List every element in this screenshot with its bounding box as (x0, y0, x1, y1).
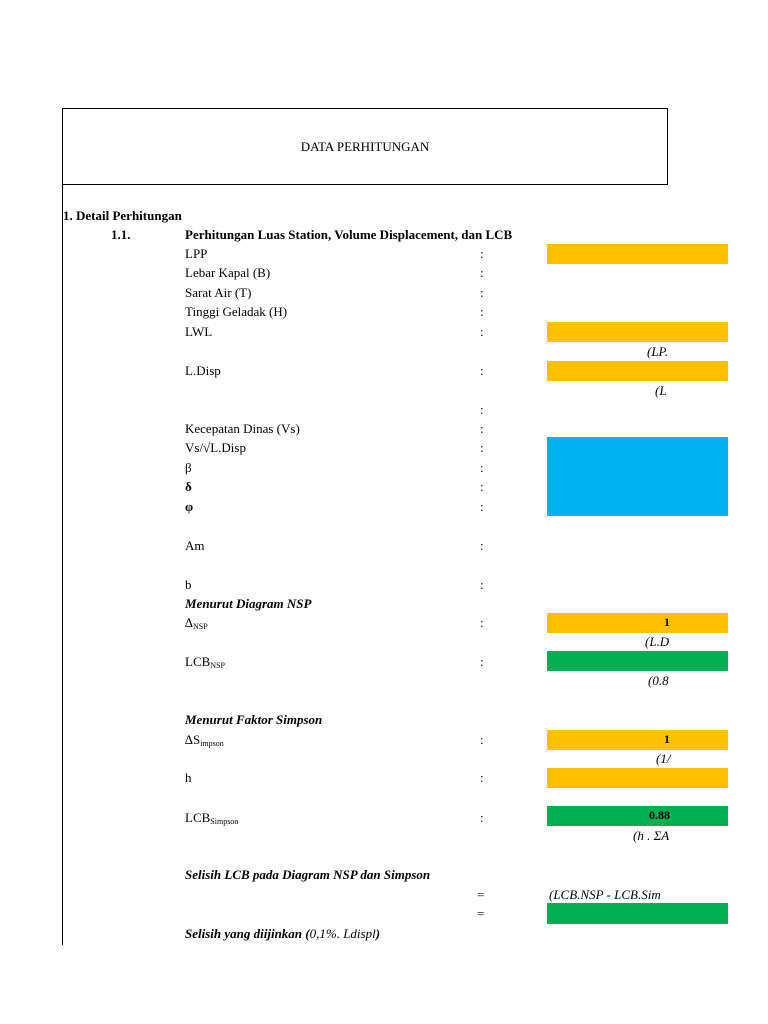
lcb-simpson-value: 0.88 (649, 808, 670, 822)
page-title: DATA PERHITUNGAN (300, 139, 430, 154)
label-tinggi: Tinggi Geladak (H) (185, 304, 288, 319)
cell-lcb-nsp[interactable] (547, 651, 728, 671)
colon: : (480, 246, 484, 261)
title-box (62, 108, 668, 185)
colon: : (480, 810, 484, 825)
cell-h[interactable] (547, 768, 728, 788)
colon: : (480, 265, 484, 280)
left-border (62, 185, 63, 945)
label-sarat: Sarat Air (T) (185, 285, 252, 300)
selisih-heading: Selisih LCB pada Diagram NSP dan Simpson (185, 867, 431, 882)
label-delta-nsp: $\Delta_{NSP}$ (185, 615, 208, 631)
label-delta-simpson: $\Delta S_{impson}$ (185, 732, 224, 748)
nsp-heading: Menurut Diagram NSP (185, 596, 312, 611)
note-delta-simpson: (1/ (656, 751, 671, 766)
subsection-number: 1.1. (111, 227, 131, 242)
cell-lwl[interactable] (547, 322, 728, 342)
colon: : (480, 499, 484, 514)
note-delta-nsp: (L.D (645, 634, 670, 649)
colon: : (480, 363, 484, 378)
label-am: Am (185, 538, 205, 553)
equals-sign: = (477, 887, 485, 902)
colon: : (480, 654, 484, 669)
note-lwl: (LP. (647, 344, 669, 359)
cell-selisih[interactable] (547, 903, 728, 924)
cell-lpp[interactable] (547, 244, 728, 264)
colon: : (480, 538, 484, 553)
label-vs-ratio: Vs/√L.Disp (185, 440, 246, 455)
colon: : (480, 421, 484, 436)
cell-delta-nsp[interactable] (547, 613, 728, 633)
section-title: 1. Detail Perhitungan (63, 208, 182, 223)
colon: : (480, 402, 484, 417)
colon: : (480, 324, 484, 339)
label-h: h (185, 770, 192, 785)
label-phi: φ (185, 499, 194, 514)
note-lcb-nsp: (0.8 (648, 673, 669, 688)
colon: : (480, 440, 484, 455)
cell-ldisp[interactable] (547, 361, 728, 381)
colon: : (480, 479, 484, 494)
delta-nsp-value: 1 (664, 615, 670, 629)
label-b: b (185, 577, 192, 592)
colon: : (480, 615, 484, 630)
note-lcb-simpson: (h . ΣA (633, 828, 670, 843)
label-lpp: LPP (185, 246, 208, 261)
label-lwl: LWL (185, 324, 213, 339)
equals-sign: = (477, 906, 485, 921)
label-lcb-nsp: $LCB_{NSP}$ (185, 654, 225, 670)
label-lebar: Lebar Kapal (B) (185, 265, 271, 280)
label-delta: δ (185, 479, 192, 494)
cell-coefficients[interactable] (547, 437, 728, 516)
colon: : (480, 460, 484, 475)
delta-simpson-value: 1 (664, 732, 670, 746)
colon: : (480, 577, 484, 592)
colon: : (480, 770, 484, 785)
label-beta: β (185, 460, 192, 475)
cell-delta-simpson[interactable] (547, 730, 728, 750)
label-ldisp: L.Disp (185, 363, 221, 378)
cell-lcb-simpson[interactable] (547, 806, 728, 826)
colon: : (480, 304, 484, 319)
simpson-heading: Menurut Faktor Simpson (185, 712, 323, 727)
label-vs: Kecepatan Dinas (Vs) (185, 421, 300, 436)
subsection-title: Perhitungan Luas Station, Volume Displacement, dan LCB (185, 227, 513, 242)
note-ldisp: (L (655, 383, 667, 398)
allowed-heading: Selisih yang diijinkan (0,1%. Ldispl) (185, 926, 381, 941)
colon: : (480, 732, 484, 747)
label-lcb-simpson: $LCB_{Simpson}$ (185, 810, 239, 826)
colon: : (480, 285, 484, 300)
note-selisih: (LCB.NSP - LCB.Sim (549, 887, 661, 902)
